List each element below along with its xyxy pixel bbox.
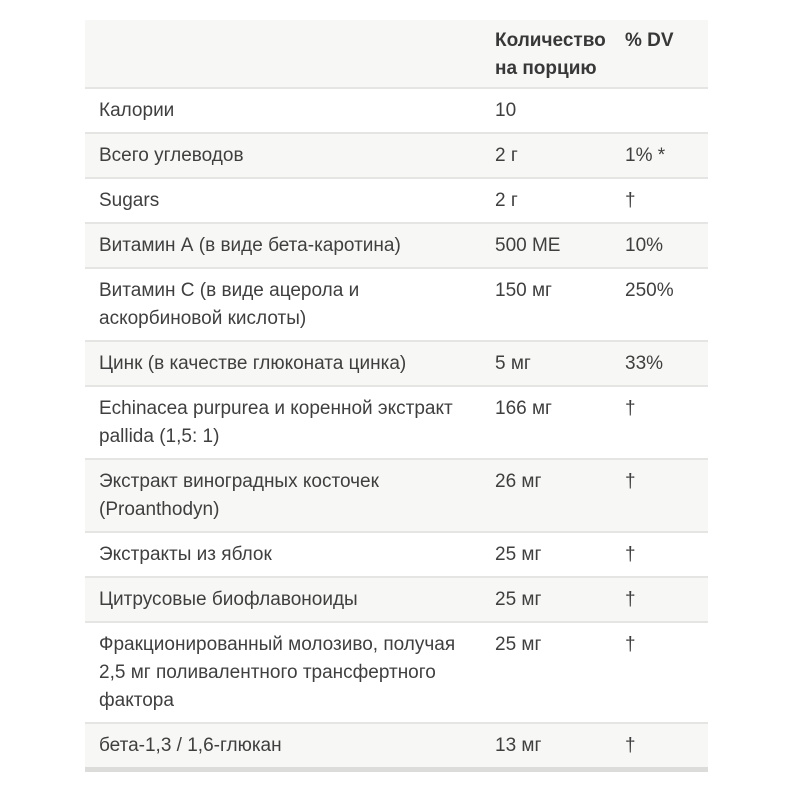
row-dv-cell: † [625,735,636,756]
row-dv-cell: † [625,634,636,655]
table-row [85,621,708,722]
table-row [85,132,708,177]
row-amount-cell: 25 мг [495,544,542,565]
row-dv-cell: † [625,589,636,610]
header-dv-label: % DV [625,30,674,51]
row-name-cell: Экстракты из яблок [99,544,272,565]
table-body [85,87,708,767]
table-row [85,385,708,458]
row-name-cell: бета-1,3 / 1,6-глюкан [99,735,282,756]
row-amount-cell: 25 мг [495,589,542,610]
row-dv-cell: † [625,190,636,211]
table-row [85,722,708,767]
row-dv-cell: † [625,471,636,492]
table-row [85,576,708,621]
row-name-cell: Sugars [99,190,160,211]
row-name-cell: Витамин C (в виде ацерола и аскорбиновой кислоты) [99,280,360,329]
row-name-cell: Экстракт виноградных косточек (Proanthodyn) [99,471,379,520]
row-amount-cell: 2 г [495,145,518,166]
row-name-cell: Калории [99,100,175,121]
row-dv-cell: 10% [625,235,664,256]
row-dv-cell: † [625,544,636,565]
row-amount-cell: 13 мг [495,735,542,756]
row-dv-cell: 1% * [625,145,666,166]
row-amount-cell: 26 мг [495,471,542,492]
row-amount-cell: 5 мг [495,353,531,374]
row-amount-cell: 2 г [495,190,518,211]
row-amount-cell: 10 [495,100,517,121]
table-header-row [85,20,708,87]
supplement-facts-table [85,20,708,772]
row-amount-cell: 150 мг [495,280,552,301]
row-dv-cell: † [625,398,636,419]
row-name-cell: Фракционированный молозиво, получая 2,5 мг поливалентного трансфертного фактора [99,634,456,711]
row-name-cell: Всего углеводов [99,145,244,166]
row-amount-cell: 500 МЕ [495,235,561,256]
table-row [85,177,708,222]
row-name-cell: Витамин А (в виде бета-каротина) [99,235,401,256]
row-name-cell: Цинк (в качестве глюконата цинка) [99,353,407,374]
row-dv-cell: 250% [625,280,674,301]
table-row [85,222,708,267]
row-amount-cell: 25 мг [495,634,542,655]
table-row [85,458,708,531]
table-row [85,267,708,340]
row-dv-cell: 33% [625,353,664,374]
table-row [85,87,708,132]
header-amount-label: Количество на порцию [495,30,606,79]
table-row [85,531,708,576]
table-row [85,340,708,385]
row-name-cell: Echinacea purpurea и коренной экстракт pallida (1,5: 1) [99,398,453,447]
row-name-cell: Цитрусовые биофлавоноиды [99,589,358,610]
row-amount-cell: 166 мг [495,398,552,419]
